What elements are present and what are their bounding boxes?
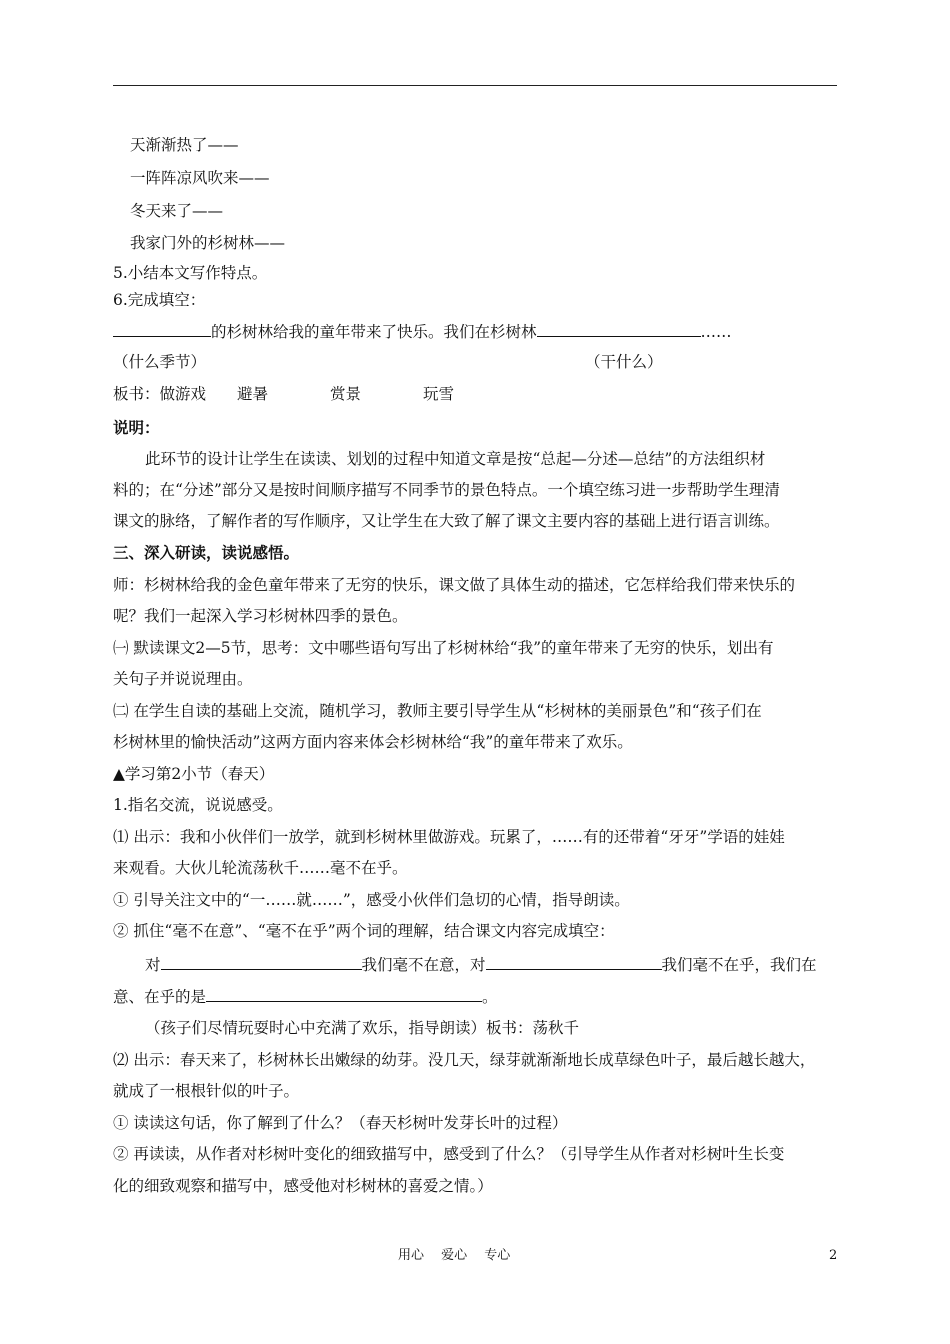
blank-not-care-1[interactable] xyxy=(161,953,362,970)
item-1: 1.指名交流，说说感受。 xyxy=(113,796,283,814)
blank-activity[interactable] xyxy=(537,320,701,337)
blank-not-care-2[interactable] xyxy=(486,953,662,970)
explanation-line-1: 此环节的设计让学生在读读、划划的过程中知道文章是按“总起—分述—总结”的方法组织材 xyxy=(145,450,766,468)
blackboard-notes: 板书：做游戏 避暑 赏景 玩雪 xyxy=(113,385,455,403)
fill-blank-line: 的杉树林给我的童年带来了快乐。我们在杉树林 …… xyxy=(113,320,732,342)
task-6: 6.完成填空： xyxy=(113,291,206,309)
explanation-heading: 说明： xyxy=(113,418,160,437)
poem-line-summer: 天渐渐热了—— xyxy=(130,136,239,154)
excerpt-2-line-1: ⑵ 出示：春天来了，杉树林长出嫩绿的幼芽。没几天，绿芽就渐渐地长成草绿色叶子，最后越长越大， xyxy=(113,1051,816,1069)
page-number: 2 xyxy=(829,1248,838,1263)
fill-blank-line-2: 对 我们毫不在意，对 我们毫不在乎，我们在 xyxy=(145,953,817,975)
teacher-line-2: 呢？我们一起深入学习杉树林四季的景色。 xyxy=(113,607,408,625)
hint-season: （什么季节） xyxy=(113,353,207,371)
blank-season[interactable] xyxy=(113,320,211,337)
step-two-line-1: ㈡ 在学生自读的基础上交流，随机学习，教师主要引导学生从“杉树林的美丽景色”和“孩子们在 xyxy=(113,702,762,720)
section-three-heading: 三、深入研读，读说感悟。 xyxy=(113,543,300,562)
step-one-line-2: 关句子并说说理由。 xyxy=(113,670,253,688)
fill-blank-line-3: 意、在乎的是 。 xyxy=(113,985,498,1007)
explanation-line-2: 料的；在“分述”部分又是按时间顺序描写不同季节的景色特点。一个填空练习进一步帮助学生理清 xyxy=(113,481,780,499)
guide-2: ② 抓住“毫不在意”、“毫不在乎”两个词的理解，结合课文内容完成填空： xyxy=(113,922,615,940)
excerpt-2-line-2: 就成了一根根针似的叶子。 xyxy=(113,1082,300,1100)
reading-note: （孩子们尽情玩耍时心中充满了欢乐，指导朗读）板书：荡秋千 xyxy=(145,1019,580,1037)
excerpt-1-line-1: ⑴ 出示：我和小伙伴们一放学，就到杉树林里做游戏。玩累了，……有的还带着“牙牙”学语的娃娃 xyxy=(113,828,785,846)
teacher-line-1: 师：杉树林给我的金色童年带来了无穷的快乐，课文做了具体生动的描述，它怎样给我们带来快乐的 xyxy=(113,576,796,594)
explanation-line-3: 课文的脉络，了解作者的写作顺序，又让学生在大致了解了课文主要内容的基础上进行语言训练。 xyxy=(113,512,780,530)
blank-care[interactable] xyxy=(206,985,482,1002)
footer-motto: 用心 爱心 专心 xyxy=(398,1248,511,1263)
excerpt-1-line-2: 来观看。大伙儿轮流荡秋千……毫不在乎。 xyxy=(113,859,408,877)
question-2-line-1: ② 再读读，从作者对杉树叶变化的细致描写中，感受到了什么？（引导学生从作者对杉树叶生长变 xyxy=(113,1145,785,1163)
step-one-line-1: ㈠ 默读课文2—5节，思考：文中哪些语句写出了杉树林给“我”的童年带来了无穷的快乐，划出有 xyxy=(113,639,774,657)
step-two-line-2: 杉树林里的愉快活动”这两方面内容来体会杉树林给“我”的童年带来了欢乐。 xyxy=(113,733,633,751)
header-rule xyxy=(113,85,837,86)
hint-activity: （干什么） xyxy=(585,353,663,371)
poem-line-winter: 冬天来了—— xyxy=(130,202,224,220)
poem-line-forest: 我家门外的杉树林—— xyxy=(130,234,286,252)
poem-line-autumn: 一阵阵凉风吹来—— xyxy=(130,169,270,187)
question-1: ① 读读这句话，你了解到了什么？（春天杉树叶发芽长叶的过程） xyxy=(113,1114,568,1132)
guide-1: ① 引导关注文中的“一……就……”，感受小伙伴们急切的心情，指导朗读。 xyxy=(113,891,630,909)
study-section-2: ▲学习第2小节（春天） xyxy=(113,765,275,783)
task-5: 5.小结本文写作特点。 xyxy=(113,264,268,282)
question-2-line-2: 化的细致观察和描写中，感受他对杉树林的喜爱之情。） xyxy=(113,1177,493,1195)
